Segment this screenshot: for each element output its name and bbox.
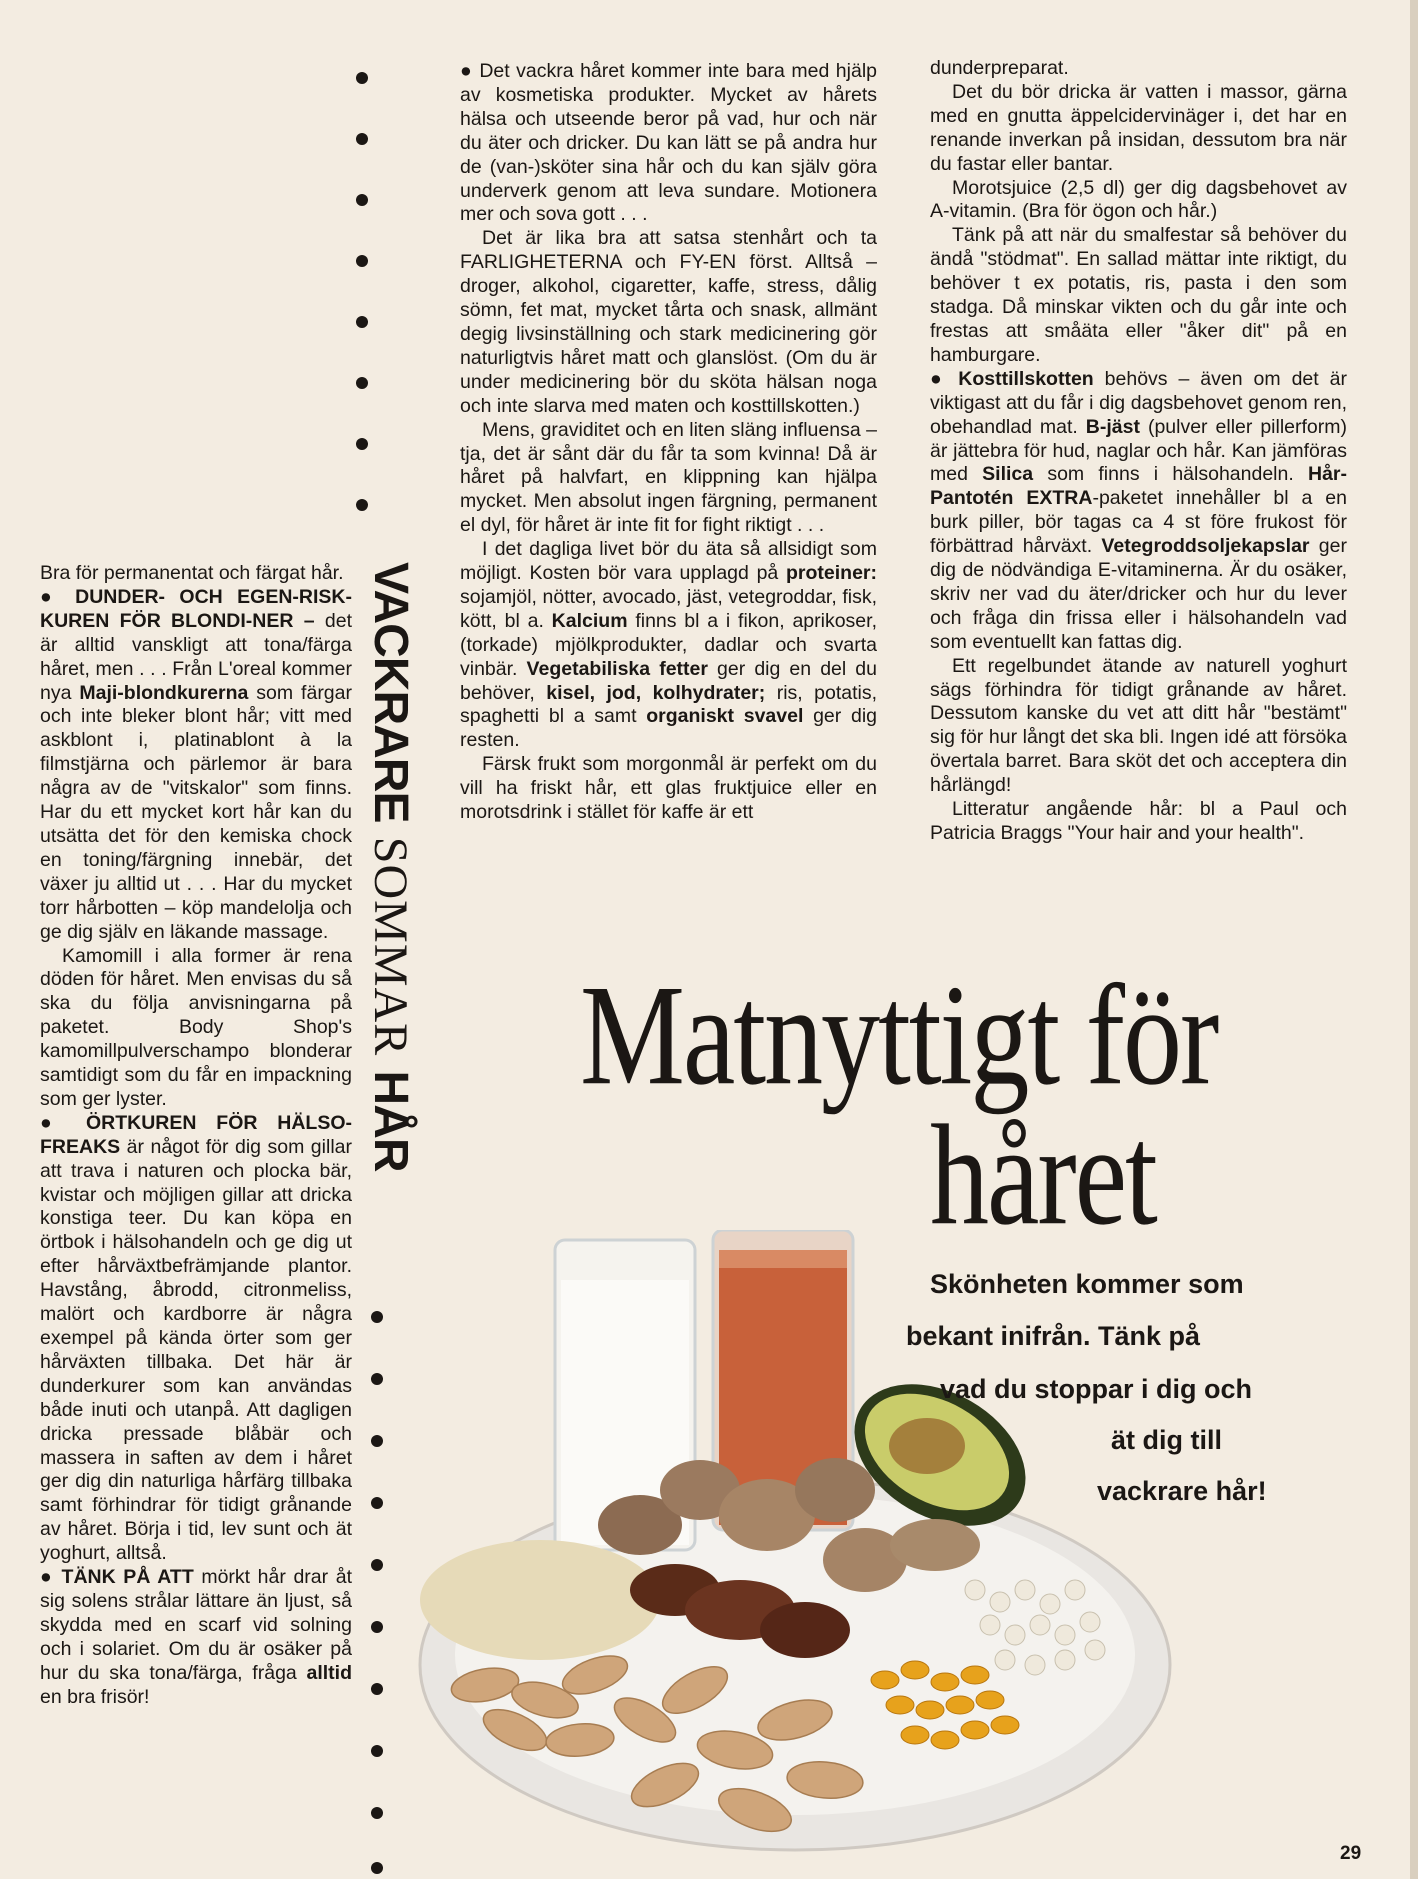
dot — [356, 438, 368, 450]
text-run: I det dagliga livet bör du äta så allsidigt som möjligt. Kosten bör vara upplagd på — [460, 538, 877, 585]
dot — [356, 72, 368, 84]
dot — [356, 377, 368, 389]
product-name: Hår-Pantotén EXTRA — [930, 463, 1347, 510]
text-run: det är alltid vanskligt att tona/färga håret, men . . . Från L'oreal kommer nya — [40, 609, 352, 704]
dot — [371, 1621, 383, 1633]
deck-line-5: vackrare hår! — [1097, 1476, 1267, 1506]
paragraph — [460, 538, 877, 753]
emphasis: alltid — [306, 1661, 352, 1684]
product-name: Maji-blondkurerna — [79, 681, 249, 704]
paragraph — [40, 586, 352, 945]
dot — [371, 1373, 383, 1385]
middle-column — [460, 60, 877, 825]
text-run: sojamjöl, nötter, avocado, jäst, vetegroddar, fisk, kött, bl a. — [460, 585, 877, 632]
text-run: är något för dig som gillar att trava i naturen och plocka bär, kvistar och möjligen gillar att dricka konstiga teer. Du kan köpa en örtbok i hälsohandeln och ge dig ut efter hårväxtbefrämjande plantor. Havstång, åbrodd, citronmeliss, malört och kardborre är några exempel på kända örter som ger hårväxten tillbaka. Det här är dunderkurer som kan användas både inuti och utanpå. Att dagligen dricka pressade blåbär och massera in saften av dem i håret ger dig din naturliga hårfärg tillbaka samt förhindrar för tidigt grånande av håret. Börja i tid, lev sunt och ät yoghurt, alltså. — [40, 1135, 352, 1565]
paragraph: Ett regelbundet ätande av naturell yoghurt sägs förhindra för tidigt grånande av håret. Dessutom kanske du vet att ditt hår "bestämt" sig för hur långt det ska bli. Ingen idé att försöka övertala barret. Bara sköt det och acceptera din hårlängd! — [930, 654, 1347, 797]
dot — [356, 499, 368, 511]
paragraph: Bra för permanentat och färgat hår. — [40, 562, 344, 584]
paragraph: Litteratur angående hår: bl a Paul och Patricia Braggs "Your hair and your health". — [930, 798, 1347, 844]
product-name: B-jäst — [1085, 415, 1140, 438]
text-run: som finns i hälsohandeln. — [1033, 463, 1308, 486]
nutrient: kisel, jod, kolhydrater; — [546, 681, 766, 704]
deck-line-1: Skönheten kommer som — [930, 1269, 1244, 1299]
dot — [356, 133, 368, 145]
text-run: finns bl a i fikon, aprikoser, (torkade) mjölkprodukter, dadlar och svarta vinbär. — [460, 609, 877, 680]
dot — [356, 316, 368, 328]
product-name: Vetegroddsoljekapslar — [1101, 535, 1310, 558]
dot — [371, 1559, 383, 1571]
nutrient: proteiner: — [785, 562, 877, 585]
paragraph — [930, 368, 1347, 655]
vertical-title-har: HÅR — [364, 1070, 417, 1172]
subhead: ● DUNDER- OCH EGEN-RISK-KUREN FÖR BLONDI-NER – — [40, 585, 352, 632]
dot — [371, 1745, 383, 1757]
subhead: ● TÄNK PÅ ATT — [40, 1566, 194, 1589]
left-column — [40, 562, 352, 1710]
vertical-section-title — [360, 562, 420, 1312]
text-run: mörkt hår drar åt sig solens strålar lättare än ljust, så skydda med en scarf vid solning och i solariet. Om du är osäker på hur du ska tona/färga, fråga — [40, 1566, 352, 1684]
deck-line-4: ät dig till — [1111, 1425, 1222, 1455]
dot — [356, 255, 368, 267]
paragraph: Det du bör dricka är vatten i massor, gärna med en gnutta äppelcidervinäger i, det har en renande inverkan på insidan, dessutom bra när du fastar eller bantar. — [930, 80, 1347, 175]
dot — [371, 1807, 383, 1819]
dot — [371, 1435, 383, 1447]
headline-line-2: håret — [930, 1095, 1156, 1255]
dot — [371, 1311, 383, 1323]
headline-line-1: Matnyttigt för — [580, 955, 1218, 1115]
paragraph: ● Det vackra håret kommer inte bara med hjälp av kosmetiska produkter. Mycket av hårets hälsa och utseende beror på vad, hur och när du äter och dricker. Du kan lätt se på andra hur de (van-)sköter sina hår och du kan själv göra underverk genom att leva sundare. Motionera mer och sova gott . . . — [460, 60, 877, 226]
dot — [371, 1497, 383, 1509]
text-run: behövs – även om det är viktigast att du får i dig dagsbehovet genom ren, obehandlad mat. — [930, 367, 1347, 438]
deck-line-2: bekant inifrån. Tänk på — [906, 1321, 1201, 1351]
paragraph: Kamomill i alla former är rena döden för håret. Men envisas du så ska du följa anvisningarna på paketet. Body Shop's kamomillpulverschampo blonderar samtidigt som du får en impackning som ger lyster. — [40, 944, 352, 1110]
product-name: Silica — [982, 463, 1034, 486]
right-column — [930, 57, 1347, 846]
paragraph: Det är lika bra att satsa stenhårt och ta FARLIGHETERNA och FY-EN först. Alltså – droger, alkohol, cigaretter, kaffe, stress, dålig sömn, fet mat, mycket tårta och snask, allmänt degig livsinställning och stark medicinering gör naturligtvis håret matt och glanslöst. (Om du är under medicinering bör du sköta hälsan noga och inte slarva med maten och kosttillskotten.) — [460, 227, 877, 417]
dot — [371, 1683, 383, 1695]
dot — [356, 194, 368, 206]
paragraph — [40, 1112, 352, 1566]
text-run: ger dig en del du behöver, — [460, 657, 878, 704]
vertical-title-vackrare: VACKRARE — [364, 562, 417, 823]
paragraph: Morotsjuice (2,5 dl) ger dig dagsbehovet av A-vitamin. (Bra för ögon och hår.) — [930, 176, 1347, 223]
text-run: som färgar och inte bleker blont hår; vitt med askblont i, platinablont à la filmstjärna och pärlemor är bara några av de "vitskalor" som finns. Har du ett mycket kort hår kan du utsätta det för den kemiska chock en toning/färgning innebär, det växer ju alltid ut . . . Har du mycket torr hårbotten – köp mandelolja och ge dig själv en läkande massage. — [40, 681, 352, 943]
paragraph: Färsk frukt som morgonmål är perfekt om du vill ha friskt hår, ett glas fruktjuice eller en morotsdrink i stället för kaffe är ett — [460, 753, 877, 824]
nutrient: organiskt svavel — [646, 705, 804, 728]
dot — [371, 1862, 383, 1874]
vertical-title-sommar: SOMMAR — [364, 836, 417, 1057]
text-run: ger dig resten. — [460, 705, 877, 752]
page-edge — [1410, 0, 1418, 1879]
text-run: ris, potatis, spaghetti bl a samt — [460, 681, 877, 728]
nutrient: Vegetabiliska fetter — [526, 657, 708, 680]
text-run: ger dig de nödvändiga E-vitaminerna. Är du osäker, skriv ner vad du äter/dricker och hur du lever och fråga din frissa eller i hälsohandeln vad som eventuellt kan fattas dig. — [930, 535, 1347, 653]
text-run: -paketet innehåller bl a en burk piller, bör tagas ca 4 st före frukost för förbättrad hårväxt. — [930, 487, 1347, 558]
paragraph: Tänk på att när du smalfestar så behöver du ändå "stödmat". En sallad mättar inte riktigt, du behöver t ex potatis, ris, pasta i den som stadga. Då minskar vikten och du går inte och frestas att småäta eller "åker dit" på en hamburgare. — [930, 224, 1347, 366]
nutrient: Kalcium — [551, 609, 628, 632]
paragraph — [40, 1566, 352, 1709]
text-run: en bra frisör! — [40, 1685, 150, 1708]
page-number: 29 — [1340, 1843, 1362, 1864]
subhead: ● ÖRTKUREN FÖR HÄLSO-FREAKS — [40, 1111, 352, 1158]
paragraph: dunderpreparat. — [930, 57, 1069, 79]
deck-line-3: vad du stoppar i dig och — [940, 1374, 1253, 1404]
paragraph: Mens, graviditet och en liten släng influensa – tja, det är sånt där du får ta som kvinna! Då är håret på halvfart, en klippning kan hjälpa mycket. Men absolut ingen färgning, permanent el dyl, för håret är inte fit for fight riktigt . . . — [460, 418, 877, 537]
text-run: (pulver eller pillerform) är jättebra för hud, naglar och hår. Kan jämföras med — [930, 415, 1347, 486]
subhead: ● Kosttillskotten — [930, 367, 1094, 390]
